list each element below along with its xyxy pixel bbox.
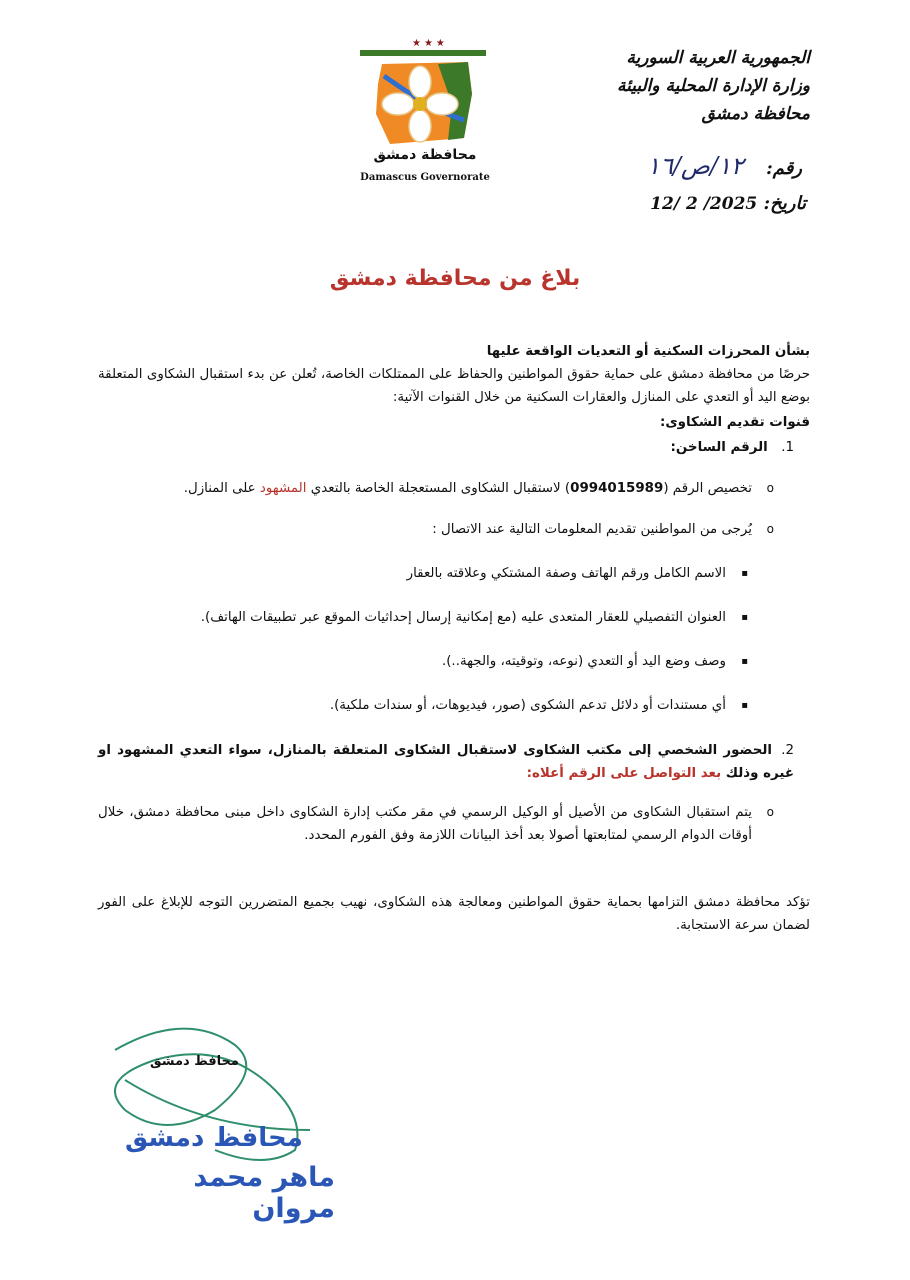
stamp-name: ماهر محمد مروان: [193, 1162, 335, 1224]
governorate-logo: [360, 38, 490, 194]
date-label: تاريخ:: [763, 193, 806, 214]
hotline-label: الرقم الساخن:: [670, 440, 768, 455]
info-request-bullet: o يُرجى من المواطنين تقديم المعلومات التالية عند الاتصال :: [98, 518, 810, 541]
hotline-text-c: على المنازل.: [183, 481, 260, 496]
logo-stars: ★★★: [412, 38, 448, 49]
date-value: 2025/ 2 /12: [650, 194, 758, 214]
document-date: [650, 193, 806, 214]
hotline-text-b: ) لاستقبال الشكاوى المستعجلة الخاصة بالتعدي: [306, 481, 571, 496]
hotline-text-a: تخصيص الرقم (: [663, 481, 752, 496]
reference-label: رقم:: [766, 158, 802, 179]
channel-item-1: [98, 436, 810, 459]
in-person-text: الحضور الشخصي إلى مكتب الشكاوى لاستقبال الشكاوى المتعلقة بالمنازل، سواء التعدي المشهود او غيره وذلك: [98, 743, 794, 781]
hotline-phone: 0994015989: [570, 481, 664, 496]
signature-block: [95, 1020, 335, 1224]
header-block: [550, 44, 810, 128]
header-governorate: محافظة دمشق: [701, 104, 810, 124]
info-sub-item-2: ▪ العنوان التفصيلي للعقار المتعدى عليه (مع إمكانية إرسال إحداثيات الموقع عبر تطبيقات الهاتف).: [98, 606, 810, 629]
hotline-text-red: المشهود: [259, 481, 307, 496]
reference-value: ١٢/ص/١٦: [647, 152, 744, 180]
logo-name-english: Damascus Governorate: [360, 172, 490, 183]
document-title: بلاغ من محافظة دمشق: [329, 266, 581, 291]
in-person-text-red: بعد التواصل على الرقم أعلاه:: [526, 766, 722, 781]
item-number: 2.: [781, 743, 794, 758]
document-body: [98, 340, 810, 937]
header-ministry: وزارة الإدارة المحلية والبيئة: [616, 76, 810, 96]
signature-label: محافظ دمشق: [150, 1054, 239, 1069]
reference-number: [647, 152, 802, 180]
subject-line: بشأن المحرزات السكنية أو التعديات الواقعة عليها: [486, 344, 810, 359]
stamp-title: محافظ دمشق: [125, 1123, 303, 1153]
logo-emblem-icon: [360, 54, 490, 154]
closing-paragraph: تؤكد محافظة دمشق التزامها بحماية حقوق المواطنين ومعالجة هذه الشكاوى، نهيب بجميع المتضررين التوجه للإبلاغ على الفور لضمان سرعة الاستجابة.: [98, 895, 810, 933]
info-sub-item-1: ▪ الاسم الكامل ورقم الهاتف وصفة المشتكي وعلاقته بالعقار: [98, 562, 810, 585]
intro-paragraph: حرصًا من محافظة دمشق على حماية حقوق المواطنين والحفاظ على الممتلكات الخاصة، تُعلن عن بدء استقبال الشكاوى المتعلقة بوضع اليد أو التعدي على المنازل والعقارات السكنية من خلال القنوات الآتية:: [98, 367, 810, 405]
header-country: الجمهورية العربية السورية: [626, 48, 810, 68]
info-sub-item-3: ▪ وصف وضع اليد أو التعدي (نوعه، وتوقيته، والجهة..).: [98, 650, 810, 673]
logo-name-arabic: محافظة دمشق: [373, 147, 477, 163]
channels-heading: قنوات تقديم الشكاوى:: [660, 415, 810, 430]
item-number: 1.: [781, 440, 794, 455]
info-sub-item-4: ▪ أي مستندات أو دلائل تدعم الشكوى (صور، فيديوهات، أو سندات ملكية).: [98, 694, 810, 717]
channel-item-2: [98, 739, 810, 785]
in-person-bullet: o يتم استقبال الشكاوى من الأصيل أو الوكيل الرسمي في مقر مكتب إدارة الشكاوى داخل مبنى محافظة دمشق، خلال أوقات الدوام الرسمي لمتابعتها أصولا بعد أخذ البيانات اللازمة وفق الفورم المحدد.: [98, 801, 810, 847]
hotline-bullet: [98, 477, 810, 500]
